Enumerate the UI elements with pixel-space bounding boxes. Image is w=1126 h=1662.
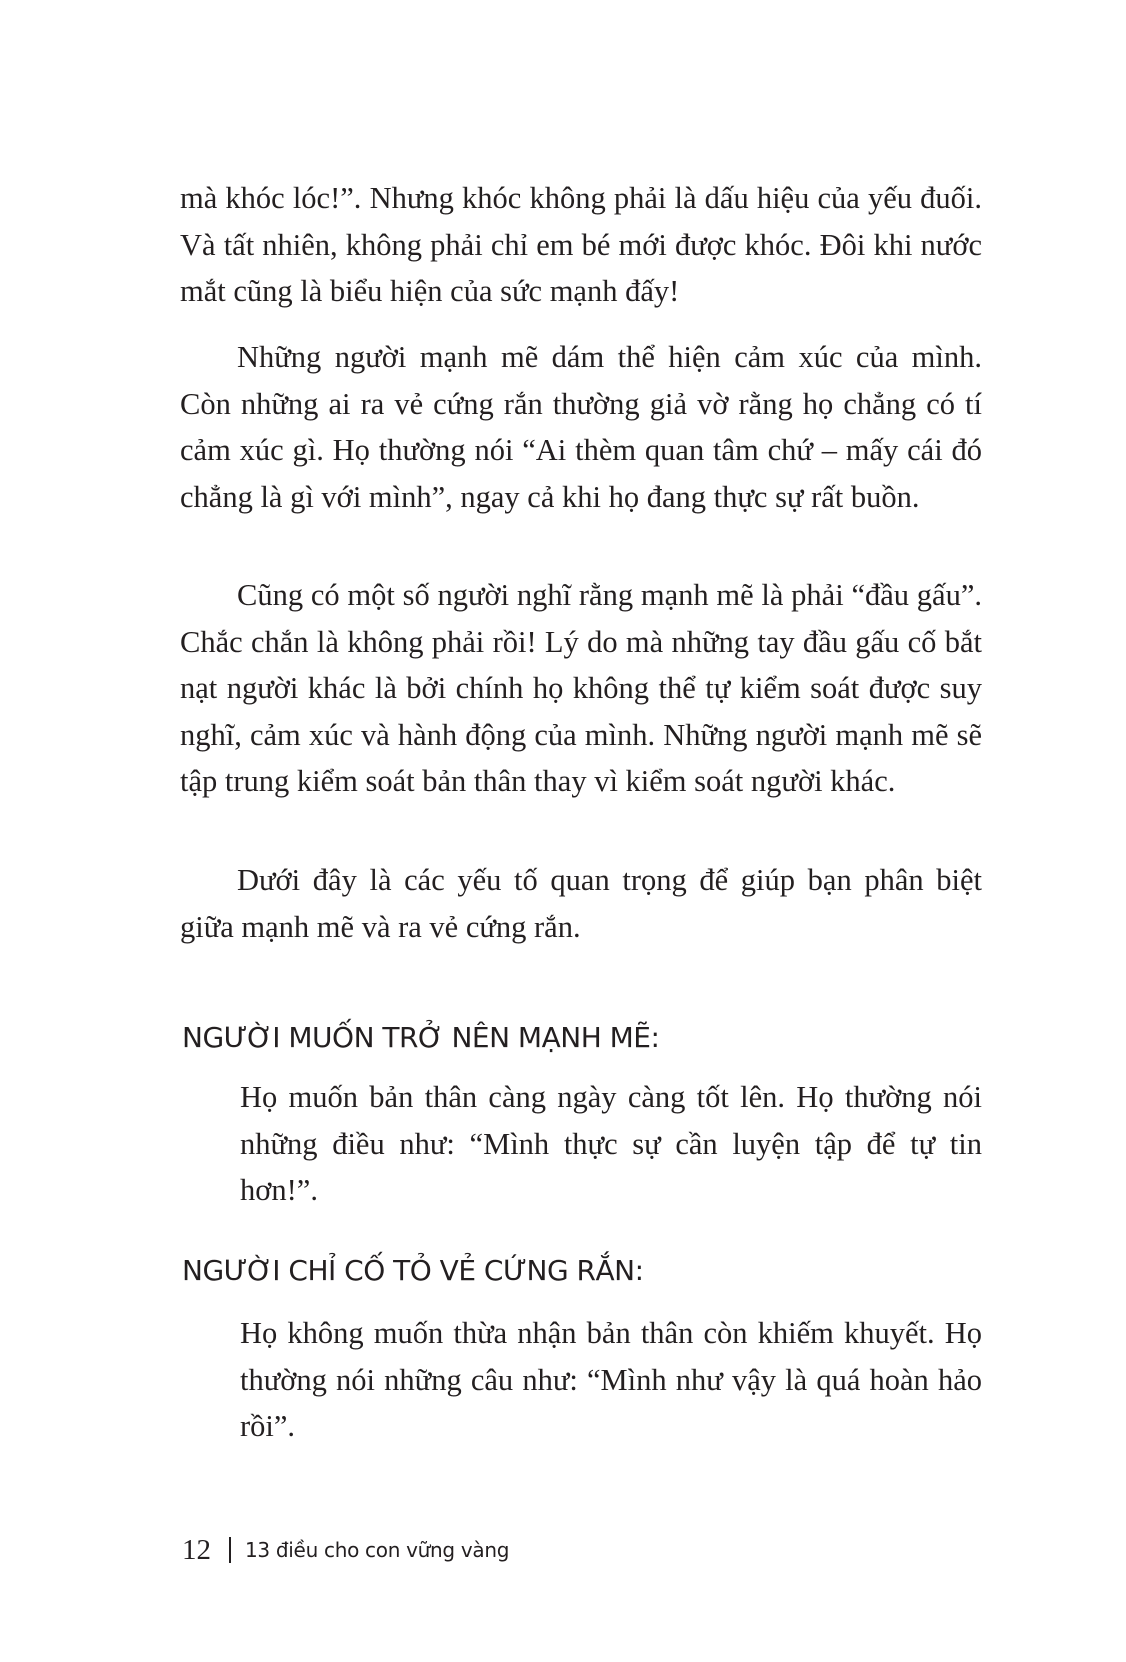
section-heading-strong: NGƯỜI MUỐN TRỞ NÊN MẠNH MẼ: <box>182 1021 660 1054</box>
page-number: 12 <box>182 1533 211 1566</box>
section-text-strong: Họ muốn bản thân càng ngày càng tốt lên. Họ thường nói những điều như: “Mình thực sự cần luyện tập để tự tin hơn!”. <box>240 1080 982 1207</box>
paragraph-bullies: Cũng có một số người nghĩ rằng mạnh mẽ là phải “đầu gấu”. Chắc chắn là không phải rồi! Lý do mà những tay đầu gấu cố bắt nạt người khác là bởi chính họ không thể tự kiểm soát được suy nghĩ, cảm xúc và hành động của mình. Những người mạnh mẽ sẽ tập trung kiểm soát bản thân thay vì kiểm soát người khác. <box>180 578 982 798</box>
paragraph-continuation: mà khóc lóc!”. Nhưng khóc không phải là dấu hiệu của yếu đuối. Và tất nhiên, không phải chỉ em bé mới được khóc. Đôi khi nước mắt cũng là biểu hiện của sức mạnh đấy! <box>180 181 982 308</box>
page-footer <box>182 1532 509 1568</box>
section-heading-tough: NGƯỜI CHỈ CỐ TỎ VẺ CỨNG RẮN: <box>182 1254 644 1287</box>
footer-divider <box>229 1537 231 1563</box>
paragraph-intro-list: Dưới đây là các yếu tố quan trọng để giúp bạn phân biệt giữa mạnh mẽ và ra vẻ cứng rắn. <box>180 863 982 944</box>
book-title: 13 điều cho con vững vàng <box>245 1538 510 1562</box>
section-text-tough: Họ không muốn thừa nhận bản thân còn khiếm khuyết. Họ thường nói những câu như: “Mình như vậy là quá hoàn hảo rồi”. <box>240 1316 982 1443</box>
paragraph-strong-people: Những người mạnh mẽ dám thể hiện cảm xúc của mình. Còn những ai ra vẻ cứng rắn thường giả vờ rằng họ chẳng có tí cảm xúc gì. Họ thường nói “Ai thèm quan tâm chứ – mấy cái đó chẳng là gì với mình”, ngay cả khi họ đang thực sự rất buồn. <box>180 340 982 514</box>
